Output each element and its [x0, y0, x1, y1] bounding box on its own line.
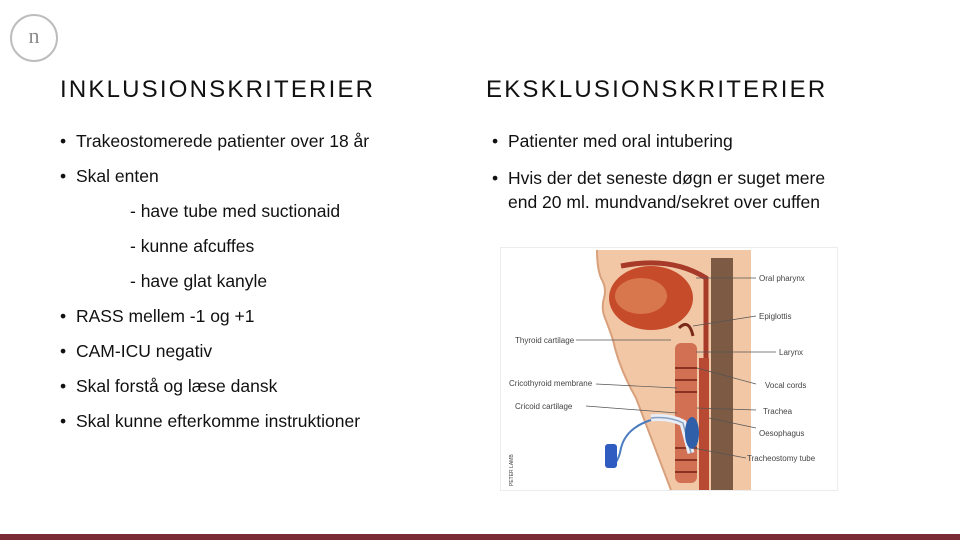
inclusion-item [60, 304, 254, 328]
tracheostomy-diagram [500, 247, 838, 491]
bullet: • [60, 376, 67, 396]
inclusion-item-text: RASS mellem -1 og +1 [76, 306, 255, 326]
bullet: • [492, 168, 499, 188]
exclusion-item-text: Hvis der det seneste døgn er suget mere [508, 168, 826, 188]
inclusion-heading: INKLUSIONSKRITERIER [60, 76, 376, 103]
exclusion-item-text: Patienter med oral intubering [508, 131, 733, 151]
label-cricoid-cartilage: Cricoid cartilage [515, 402, 573, 411]
trachea [675, 343, 697, 483]
artist-credit: PETER LAMB [509, 454, 515, 486]
exclusion-item [492, 129, 733, 153]
oesophagus [699, 358, 709, 490]
inclusion-item-text: Skal kunne efterkomme instruktioner [76, 411, 361, 431]
logo [10, 14, 58, 62]
inclusion-item [60, 339, 212, 363]
tongue-highlight [615, 278, 667, 314]
inclusion-sub-item: - kunne afcuffes [130, 236, 255, 256]
label-cricothyroid-membrane: Cricothyroid membrane [509, 379, 593, 388]
bullet: • [60, 411, 67, 431]
inclusion-item-text: Skal enten [76, 166, 159, 186]
pilot-line [613, 420, 651, 466]
bullet: • [60, 341, 67, 361]
inclusion-sub-item: - have glat kanyle [130, 271, 268, 291]
inclusion-sub-item: - have tube med suctionaid [130, 201, 341, 221]
inclusion-item-text: Trakeostomerede patienter over 18 år [76, 131, 370, 151]
inclusion-item [60, 374, 277, 398]
exclusion-heading: EKSKLUSIONSKRITERIER [486, 76, 828, 103]
anatomy-svg [501, 248, 837, 490]
inclusion-item-text: Skal forstå og læse dansk [76, 376, 278, 396]
label-thyroid-cartilage: Thyroid cartilage [515, 336, 575, 345]
inclusion-item [60, 409, 360, 433]
bullet: • [60, 166, 67, 186]
label-epiglottis: Epiglottis [759, 312, 792, 321]
exclusion-item-text-line2: end 20 ml. mundvand/sekret over cuffen [508, 192, 820, 212]
label-vocal-cords: Vocal cords [765, 381, 807, 390]
tube-cuff [685, 417, 699, 449]
bullet: • [60, 131, 67, 151]
inclusion-item [60, 129, 369, 153]
label-larynx: Larynx [779, 348, 804, 357]
inclusion-item-text: CAM-ICU negativ [76, 341, 213, 361]
label-oesophagus: Oesophagus [759, 429, 805, 438]
exclusion-item [492, 166, 892, 214]
bullet: • [492, 131, 499, 151]
label-oral-pharynx: Oral pharynx [759, 274, 805, 283]
logo-glyph: n [28, 23, 40, 48]
pilot-balloon [605, 444, 617, 468]
bullet: • [60, 306, 67, 326]
label-tracheostomy-tube: Tracheostomy tube [747, 454, 816, 463]
label-trachea: Trachea [763, 407, 793, 416]
footer-bar [0, 534, 960, 540]
inclusion-item [60, 164, 159, 188]
